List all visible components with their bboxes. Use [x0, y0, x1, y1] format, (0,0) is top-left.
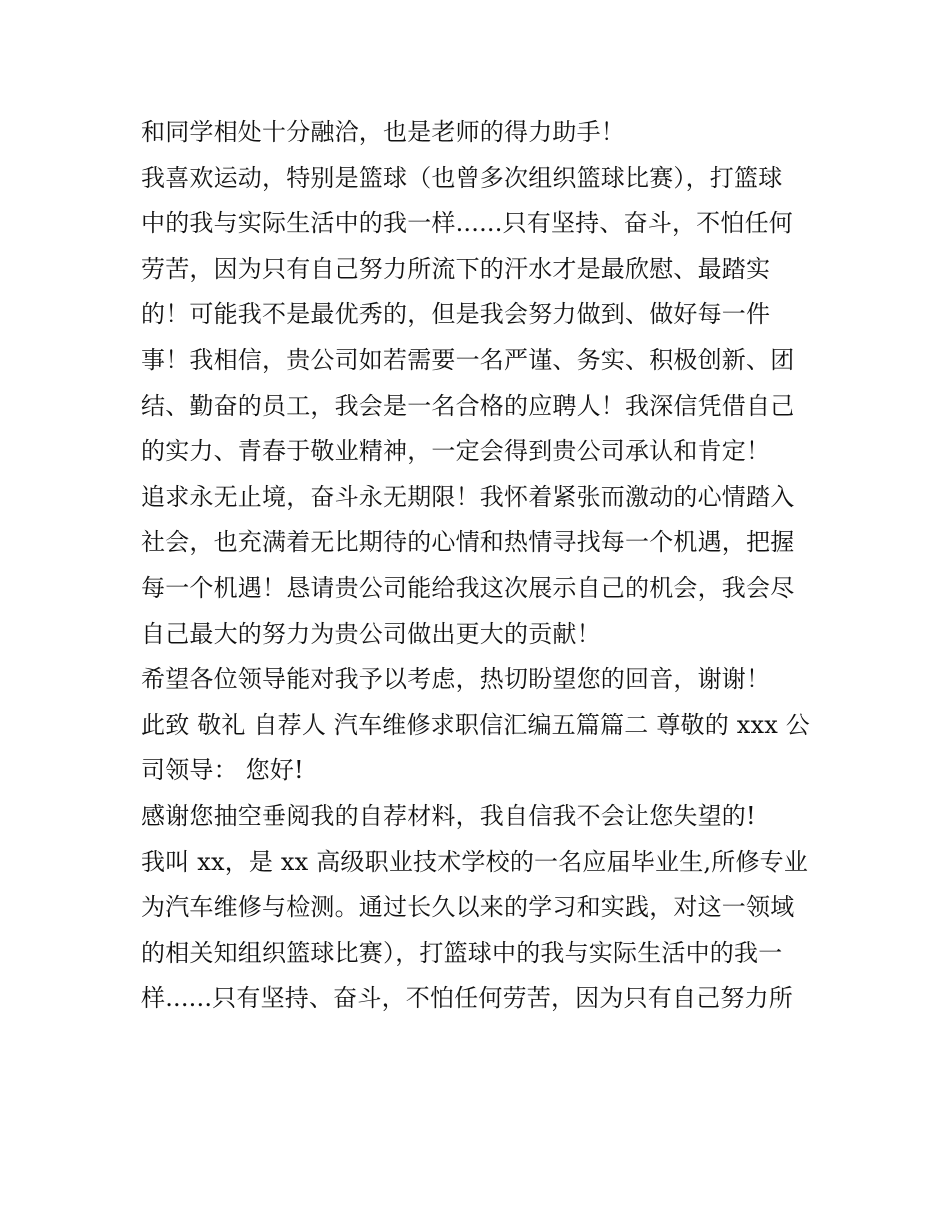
text-line-18: 为汽车维修与检测。通过长久以来的学习和实践，对这一领域: [141, 893, 795, 922]
text-line-7: 结、勤奋的员工，我会是一名合格的应聘人！我深信凭借自己: [141, 391, 795, 420]
text-line-9: 追求永无止境，奋斗永无期限！我怀着紧张而激动的心情踏入: [141, 482, 795, 511]
text-line-20: 样......只有坚持、奋斗，不怕任何劳苦，因为只有自己努力所: [141, 984, 793, 1013]
text-line-6: 事！我相信，贵公司如若需要一名严谨、务实、积极创新、团: [141, 345, 795, 374]
text-line-13: 希望各位领导能对我予以考虑，热切盼望您的回音，谢谢！: [141, 665, 771, 694]
text-line-2: 我喜欢运动，特别是篮球（也曾多次组织篮球比赛），打篮球: [141, 163, 783, 192]
document-body: [141, 110, 821, 1022]
text-line-11: 每一个机遇！恳请贵公司能给我这次展示自己的机会，我会尽: [141, 573, 795, 602]
text-line-1: 和同学相处十分融洽，也是老师的得力助手！: [141, 118, 625, 146]
text-line-17: 我叫 xx，是 xx 高级职业技术学校的一名应届毕业生,所修专业: [141, 847, 809, 876]
text-line-15: 司领导： 您好!: [141, 756, 304, 785]
text-line-19: 的相关知组织篮球比赛），打篮球中的我与实际生活中的我一: [141, 938, 783, 967]
text-line-3: 中的我与实际生活中的我一样......只有坚持、奋斗，不怕任何: [141, 209, 793, 238]
text-line-12: 自己最大的努力为贵公司做出更大的贡献！: [141, 619, 601, 648]
text-line-14: 此致 敬礼 自荐人 汽车维修求职信汇编五篇篇二 尊敬的 xxx 公: [141, 710, 810, 739]
text-line-8: 的实力、青春于敬业精神，一定会得到贵公司承认和肯定！: [141, 437, 771, 466]
text-line-5: 的！可能我不是最优秀的，但是我会努力做到、做好每一件: [141, 300, 771, 329]
text-line-10: 社会，也充满着无比期待的心情和热情寻找每一个机遇，把握: [141, 528, 795, 557]
text-line-4: 劳苦，因为只有自己努力所流下的汗水才是最欣慰、最踏实: [141, 254, 771, 283]
text-line-16: 感谢您抽空垂阅我的自荐材料，我自信我不会让您失望的!: [141, 801, 756, 830]
